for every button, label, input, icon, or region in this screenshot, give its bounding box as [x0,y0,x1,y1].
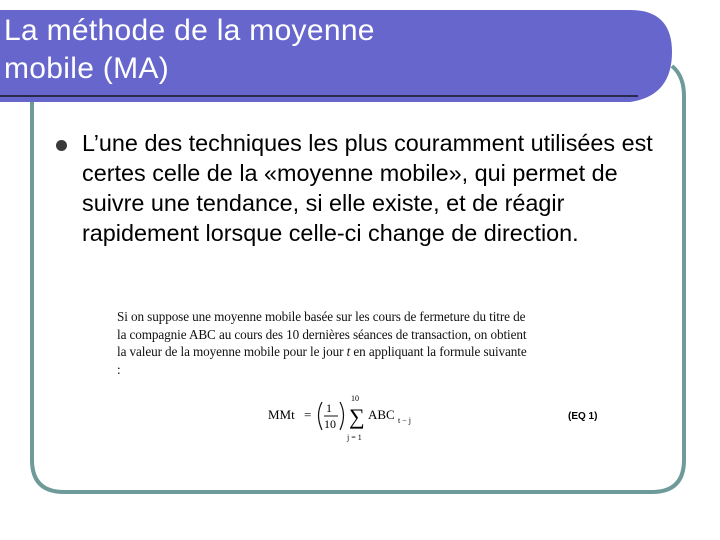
excerpt-line-3 [117,343,617,361]
formula [268,390,608,446]
excerpt-variable-t: t [346,344,351,359]
excerpt-line-3-end: en appliquant la formule suivante [350,344,527,359]
formula-term: ABC [368,407,395,422]
formula-equals: = [304,407,312,422]
sum-sign-icon: ∑ [349,404,365,429]
excerpt-line-4: : [117,361,121,377]
formula-subscript: t − j [398,416,411,425]
equation-label: (EQ 1) [568,411,598,422]
left-paren-icon [319,402,323,430]
excerpt-line-1: Si on suppose une moyenne mobile basée sur les cours de fermeture du titre de [117,309,526,324]
bullet-dot-icon [56,140,67,151]
sum-lower-limit: j = 1 [347,433,362,442]
excerpt-line-2: la compagnie ABC au cours des 10 dernières séances de transaction, on obtient [117,326,527,342]
formula-lhs: MMt [268,407,295,422]
sum-upper-limit: 10 [351,394,359,403]
fraction-denominator: 10 [324,417,336,431]
slide-title [4,12,644,88]
title-line-1: La méthode de la moyenne [4,14,375,47]
bullet-text: L’une des techniques les plus couramment utilisées est certes celle de la «moyenne mobile», qui permet de suivre une tendance, si elle existe, et de réagir rapidement lorsque celle-ci change de direction. [82,130,653,246]
title-line-2: mobile (MA) [4,52,169,85]
right-paren-icon [340,402,344,430]
excerpt-image [117,308,617,378]
fraction-numerator: 1 [326,401,332,415]
excerpt-line-3-start: la valeur de la moyenne mobile pour le jour [117,344,347,359]
